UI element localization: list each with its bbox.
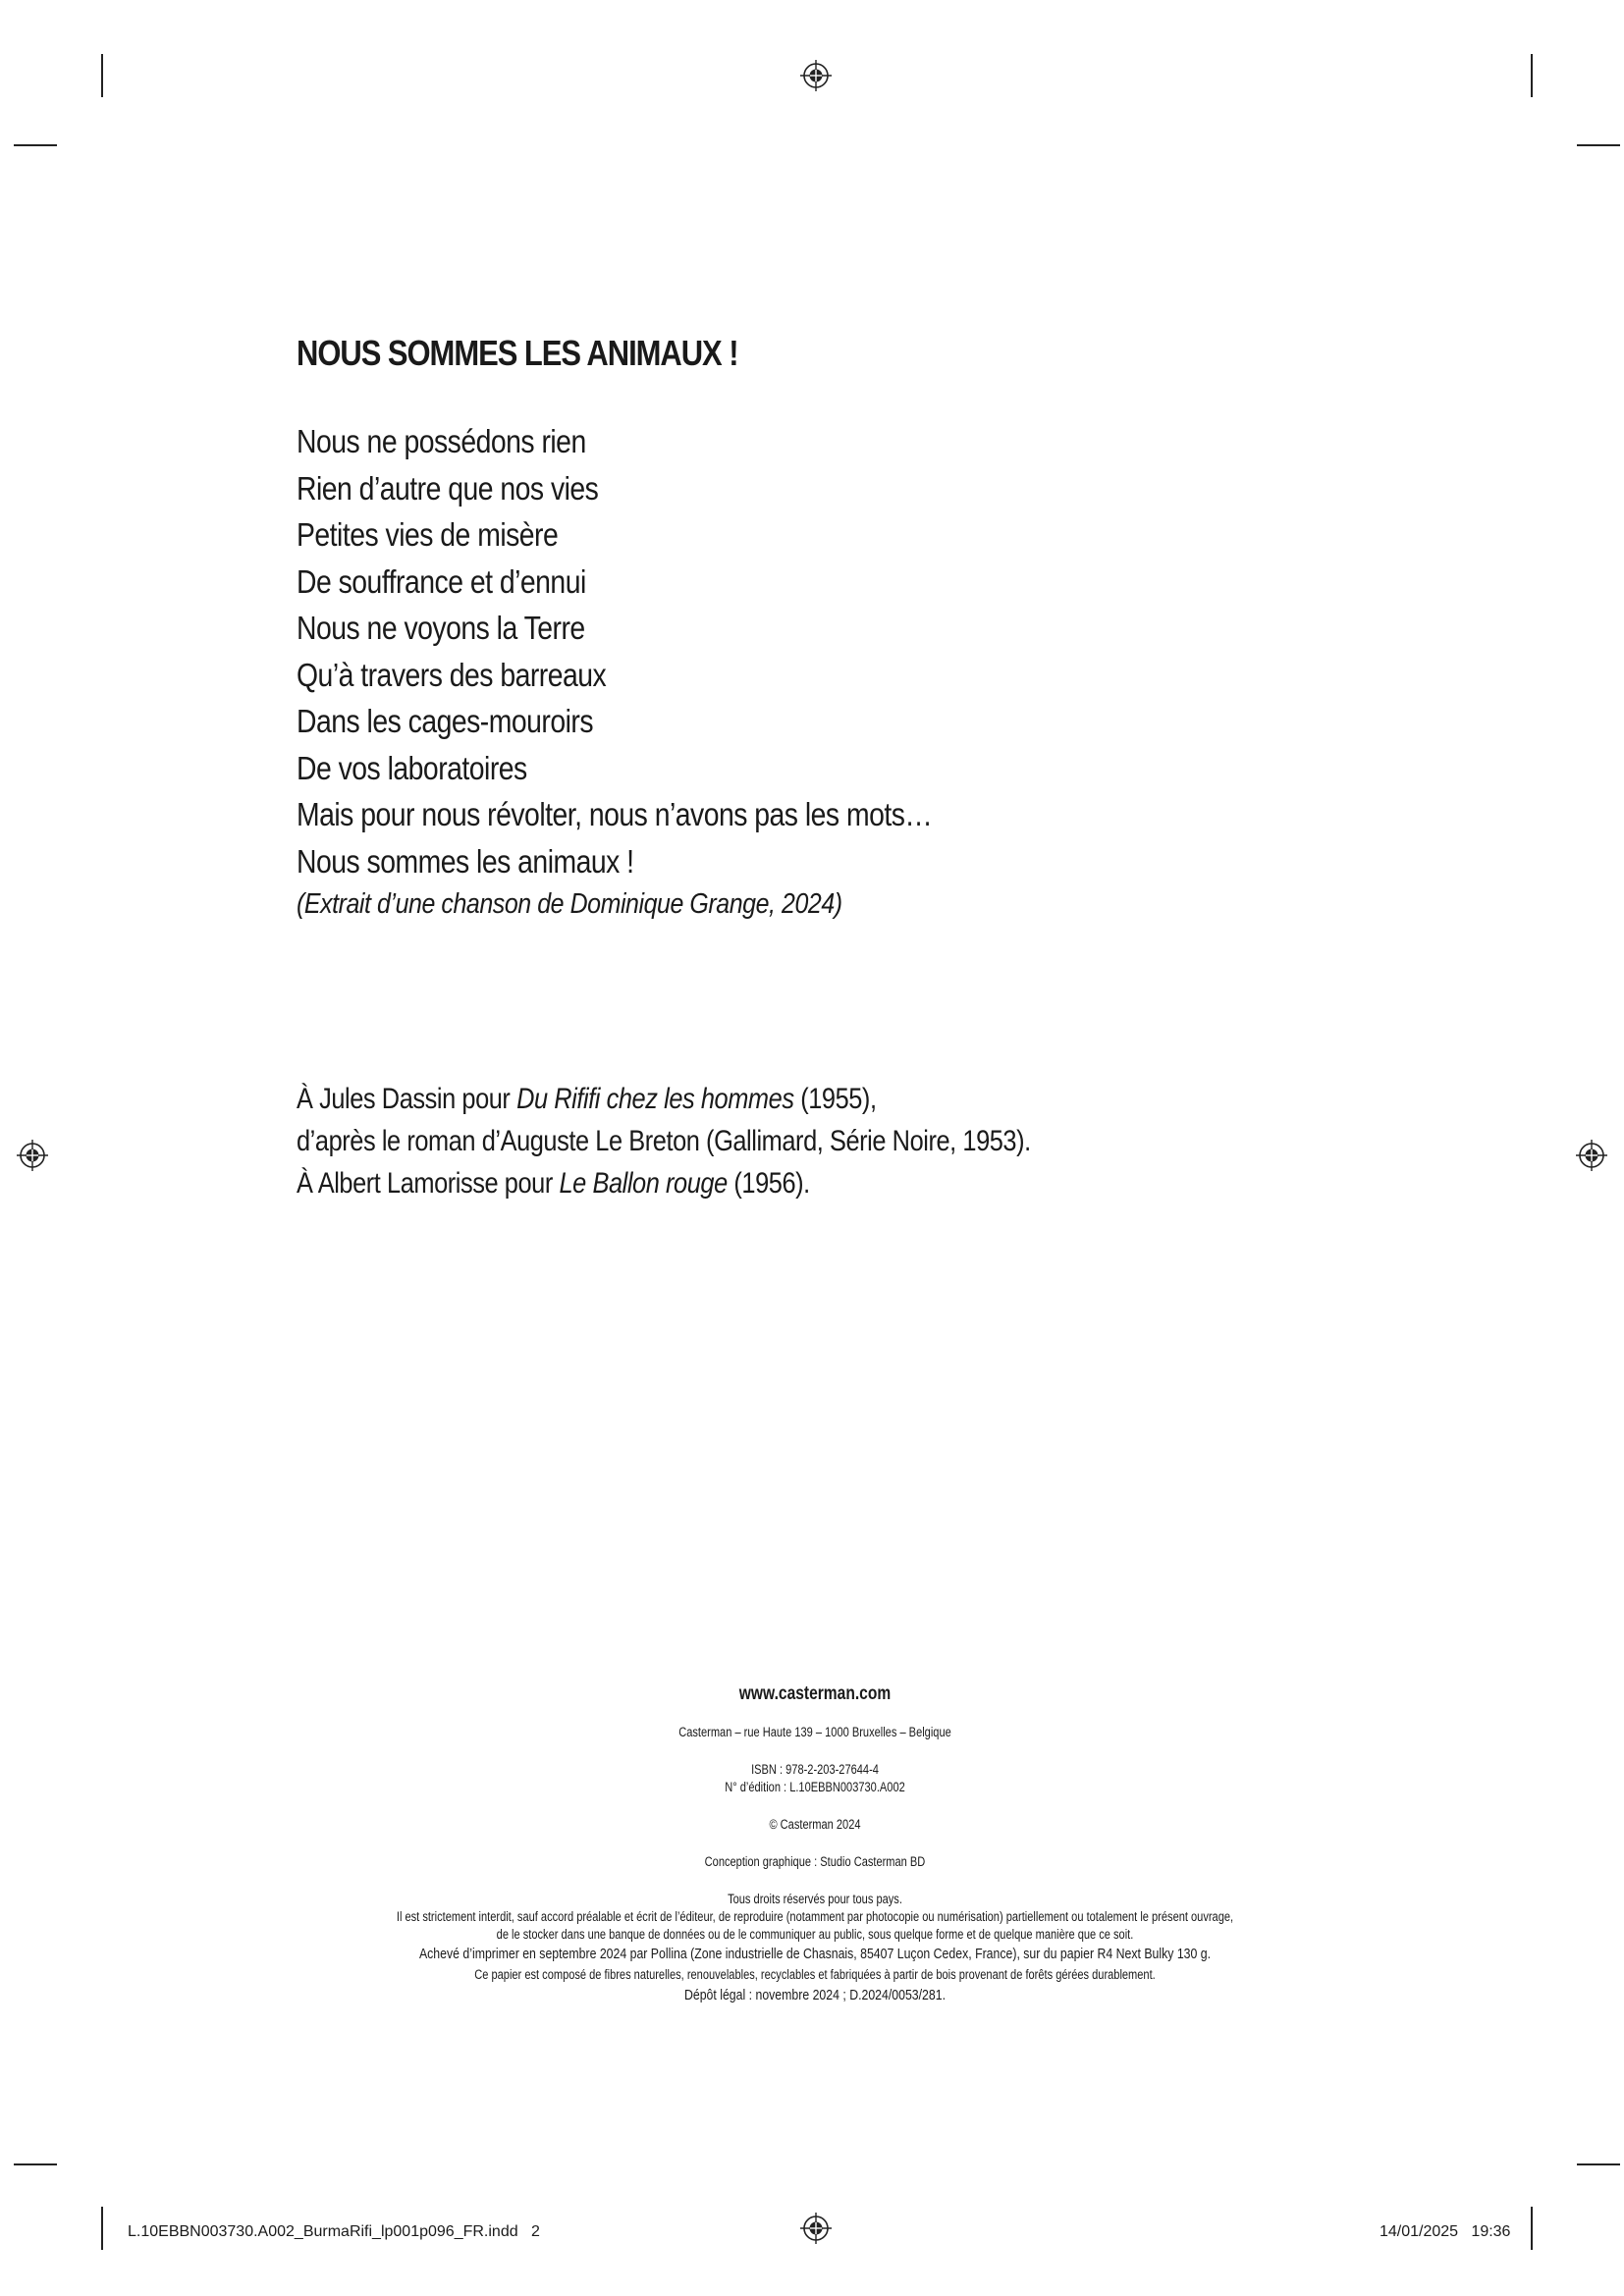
poem-block <box>297 332 1377 924</box>
registration-mark-icon <box>799 59 833 92</box>
paper-info: Ce papier est composé de fibres naturelles, renouvelables, recyclables et fabriquées à partir de bois provenant de forêts gérées durablement. <box>474 1967 1156 1982</box>
poem-line: Dans les cages-mouroirs <box>297 703 594 739</box>
film-title: Le Ballon rouge <box>559 1167 728 1200</box>
copyright: © Casterman 2024 <box>769 1817 861 1832</box>
legal-notice-line: de le stocker dans une banque de données ou de le communiquer au public, sous quelque forme et de quelque manière que ce soit. <box>496 1927 1134 1942</box>
printing-info: Achevé d’imprimer en septembre 2024 par Pollina (Zone industrielle de Chasnais, 85407 Luçon Cedex, France), sur du papier R4 Next Bulky 130 g. <box>418 1946 1212 1962</box>
poem-source: (Extrait d’une chanson de Dominique Grange, 2024) <box>297 888 842 920</box>
crop-mark-top-left <box>101 54 103 97</box>
publisher-url: www.casterman.com <box>738 1683 892 1704</box>
crop-mark-top-left-h <box>14 144 57 146</box>
legal-notice-line: Il est strictement interdit, sauf accord préalable et écrit de l’éditeur, de reproduire (notamment par photocopie ou numérisation) partiellement ou totalement le présent ouvrage, <box>396 1909 1234 1924</box>
slug-file-name: L.10EBBN003730.A002_BurmaRifi_lp001p096_FR.indd 2 <box>128 2223 540 2240</box>
registration-mark-icon <box>16 1139 49 1172</box>
dedication-line: d’après le roman d’Auguste Le Breton (Gallimard, Série Noire, 1953). <box>297 1125 1031 1157</box>
poem-line: Nous ne possédons rien <box>297 423 586 459</box>
poem-line: Mais pour nous révolter, nous n’avons pas les mots… <box>297 796 933 832</box>
publisher-address: Casterman – rue Haute 139 – 1000 Bruxelles – Belgique <box>678 1725 951 1739</box>
registration-mark-icon <box>799 2212 833 2245</box>
colophon <box>245 1682 1384 2006</box>
crop-mark-bottom-right-h <box>1577 2163 1620 2165</box>
dedication-block <box>297 1078 1377 1204</box>
poem-line: Petites vies de misère <box>297 516 559 553</box>
legal-deposit: Dépôt légal : novembre 2024 ; D.2024/0053/281. <box>683 1987 947 2003</box>
dedication-text: À Albert Lamorisse pour <box>297 1167 560 1200</box>
poem-title: NOUS SOMMES LES ANIMAUX ! <box>297 333 738 373</box>
poem-line: Nous ne voyons la Terre <box>297 610 585 646</box>
rights-notice: Tous droits réservés pour tous pays. <box>728 1892 902 1906</box>
poem-line: Rien d’autre que nos vies <box>297 469 599 507</box>
crop-mark-top-right <box>1531 54 1533 97</box>
isbn: ISBN : 978-2-203-27644-4 <box>751 1762 879 1777</box>
slug-datetime: 14/01/2025 19:36 <box>1380 2223 1511 2240</box>
crop-mark-top-right-h <box>1577 144 1620 146</box>
crop-mark-bottom-left <box>101 2207 103 2250</box>
poem-line: Qu’à travers des barreaux <box>297 656 607 693</box>
poem-line: De souffrance et d’ennui <box>297 562 586 600</box>
edition-number: N° d’édition : L.10EBBN003730.A002 <box>725 1780 905 1794</box>
dedication-line <box>297 1078 1225 1120</box>
dedication-text: (1955), <box>793 1083 877 1115</box>
dedication-line <box>297 1162 1225 1204</box>
registration-mark-icon <box>1575 1139 1608 1172</box>
crop-mark-bottom-right <box>1531 2207 1533 2250</box>
dedication-text: (1956). <box>727 1167 810 1200</box>
poem-line: De vos laboratoires <box>297 749 527 786</box>
design-credit: Conception graphique : Studio Casterman BD <box>704 1854 926 1869</box>
film-title: Du Rififi chez les hommes <box>516 1083 794 1115</box>
poem-line: Nous sommes les animaux ! <box>297 842 634 880</box>
crop-mark-bottom-left-h <box>14 2163 57 2165</box>
dedication-text: À Jules Dassin pour <box>297 1083 517 1115</box>
